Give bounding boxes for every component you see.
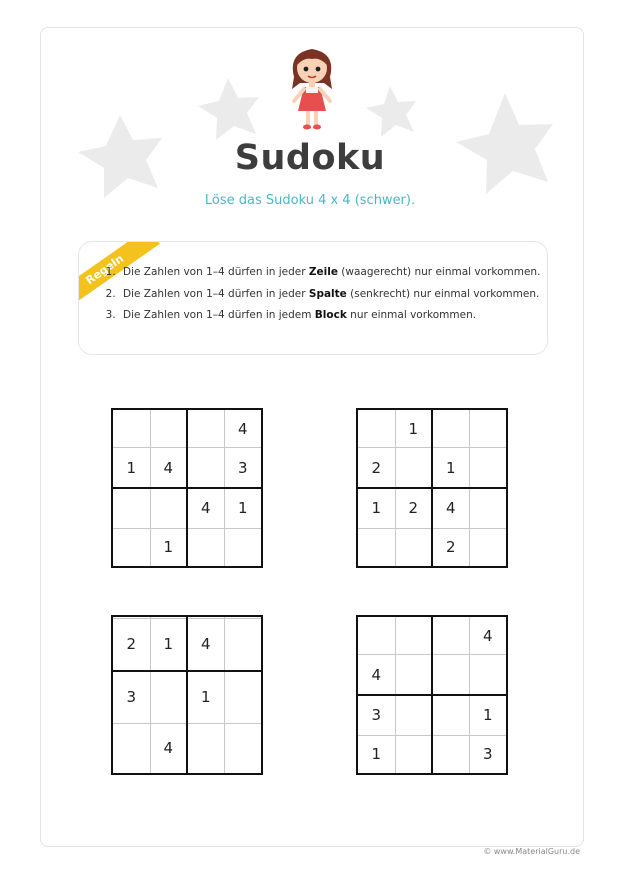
sudoku-cell[interactable]: 2 [395,488,432,528]
sudoku-cell[interactable] [150,488,187,528]
sudoku-cell[interactable] [469,488,506,528]
copyright-footer: © www.MaterialGuru.de [483,847,580,856]
sudoku-cell[interactable] [358,617,395,655]
sudoku-grid-1 [111,408,263,568]
sudoku-cell[interactable]: 1 [358,488,395,528]
sudoku-grid-2 [356,408,508,568]
page-subtitle: Löse das Sudoku 4 x 4 (schwer). [204,193,416,208]
sudoku-cell[interactable] [469,528,506,566]
sudoku-grid-3 [111,615,263,775]
sudoku-cell[interactable] [395,695,432,735]
sudoku-cell[interactable] [150,410,187,448]
sudoku-cell[interactable] [187,723,224,773]
girl-illustration [282,43,342,133]
sudoku-cell[interactable] [113,410,150,448]
sudoku-cell[interactable] [469,410,506,448]
sudoku-cell[interactable]: 1 [358,735,395,773]
sudoku-cell[interactable] [187,410,224,448]
sudoku-cell[interactable]: 4 [358,655,395,695]
sudoku-cell[interactable]: 4 [187,488,224,528]
sudoku-cell[interactable] [395,735,432,773]
sudoku-cell[interactable]: 2 [113,618,150,670]
sudoku-cell[interactable] [395,617,432,655]
sudoku-cell[interactable]: 2 [358,448,395,488]
sudoku-cell[interactable]: 1 [187,671,224,723]
sudoku-cell[interactable]: 4 [187,618,224,670]
sudoku-cell[interactable] [113,528,150,566]
sudoku-table [358,617,506,773]
sudoku-cell[interactable] [113,723,150,773]
star-mid-left-icon [198,78,259,140]
sudoku-cell[interactable]: 1 [224,488,261,528]
star-mid-right-icon [366,86,416,137]
sudoku-cell[interactable] [432,617,469,655]
rule-item: 2. Die Zahlen von 1–4 dürfen in jeder Spalte (senkrecht) nur einmal vorkommen. [119,284,540,306]
sudoku-cell[interactable]: 1 [469,695,506,735]
sudoku-cell[interactable]: 4 [150,448,187,488]
sudoku-cell[interactable]: 4 [432,488,469,528]
sudoku-cell[interactable]: 2 [432,528,469,566]
sudoku-cell[interactable]: 1 [113,448,150,488]
sudoku-cell[interactable]: 4 [469,617,506,655]
sudoku-cell[interactable]: 1 [395,410,432,448]
rule-item: 3. Die Zahlen von 1–4 dürfen in jedem Block nur einmal vorkommen. [119,305,540,327]
rules-ribbon: Regeln [78,241,160,313]
sudoku-cell[interactable]: 4 [150,723,187,773]
sudoku-cell[interactable] [469,448,506,488]
rules-list [103,262,540,327]
sudoku-cell[interactable] [395,655,432,695]
sudoku-table [113,410,261,566]
sudoku-cell[interactable] [395,448,432,488]
sudoku-cell[interactable] [187,528,224,566]
sudoku-cell[interactable] [432,655,469,695]
sudoku-cell[interactable] [432,695,469,735]
sudoku-cell[interactable]: 3 [224,448,261,488]
rule-item: 1. Die Zahlen von 1–4 dürfen in jeder Zeile (waagerecht) nur einmal vorkommen. [119,262,540,284]
sudoku-cell[interactable]: 4 [224,410,261,448]
sudoku-cell[interactable] [432,410,469,448]
sudoku-cell[interactable] [395,528,432,566]
sudoku-cell[interactable]: 3 [358,695,395,735]
sudoku-cell[interactable]: 1 [150,618,187,670]
sudoku-cell[interactable] [224,723,261,773]
sudoku-cell[interactable] [358,410,395,448]
sudoku-cell[interactable] [432,735,469,773]
sudoku-cell[interactable] [224,528,261,566]
sudoku-cell[interactable]: 3 [469,735,506,773]
sudoku-cell[interactable]: 1 [432,448,469,488]
sudoku-table [113,617,261,773]
sudoku-cell[interactable] [224,671,261,723]
sudoku-cell[interactable] [224,618,261,670]
rules-box [78,241,548,355]
sudoku-cell[interactable] [187,448,224,488]
sudoku-grid-4 [356,615,508,775]
sudoku-cell[interactable] [469,655,506,695]
sudoku-cell[interactable]: 1 [150,528,187,566]
page-title: Sudoku [234,138,386,178]
sudoku-cell[interactable] [358,528,395,566]
sudoku-cell[interactable] [113,488,150,528]
sudoku-cell[interactable]: 3 [113,671,150,723]
sudoku-table [358,410,506,566]
sudoku-cell[interactable] [150,671,187,723]
